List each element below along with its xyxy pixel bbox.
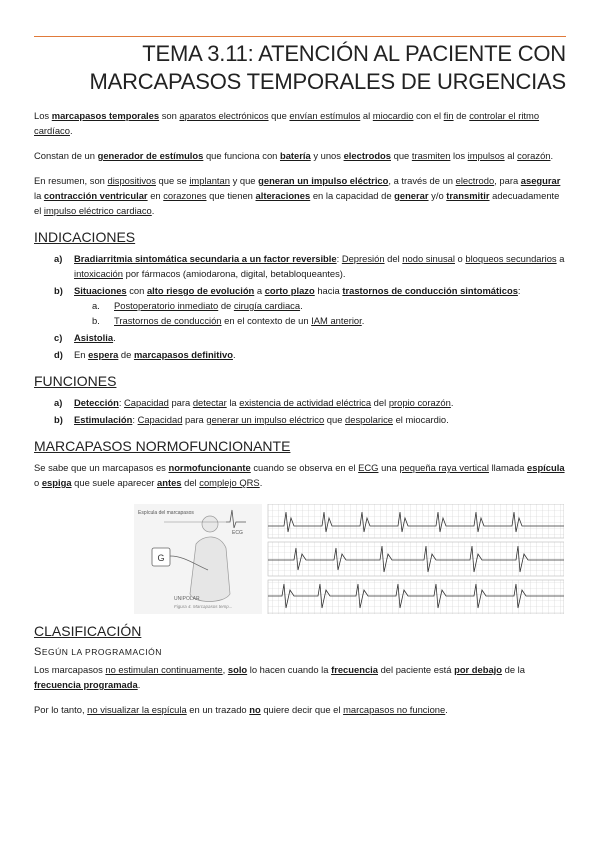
ecg-illustration (134, 504, 564, 614)
pacemaker-ecg-figure (134, 504, 564, 614)
title-line-2: MARCAPASOS TEMPORALES DE URGENCIAS (89, 69, 566, 94)
funciones-heading: FUNCIONES (34, 373, 117, 389)
intro-paragraph-3: En resumen, son dispositivos que se implantan y que generan un impulso eléctrico, a través de un electrodo, para asegurar la contracción ventricular en corazones que tienen alteraciones en la capacidad de generar y/o transmitir adecuadamente el impulso eléctrico cardiaco. (34, 175, 561, 216)
page-title (34, 40, 566, 96)
ecg-strip-1 (268, 504, 564, 538)
title-rule (34, 36, 566, 37)
intro-paragraph-1: Los marcapasos temporales son aparatos electrónicos que envían estímulos al miocardio con el fin de controlar el ritmo cardíaco. (34, 110, 540, 136)
indicaciones-list (34, 251, 566, 362)
list-item: b) Estimulación: Capacidad para generar un impulso eléctrico que despolarice el miocardio. (54, 414, 449, 425)
normofuncionante-heading: MARCAPASOS NORMOFUNCIONANTE (34, 438, 291, 454)
indicaciones-sublist (74, 298, 566, 328)
figure-caption: Figura 4. Marcapasos temp... (174, 604, 233, 609)
ecg-label: ECG (232, 530, 243, 536)
list-item: c) Asistolia. (54, 332, 116, 343)
programacion-subheading: SEGÚN LA PROGRAMACIÓN (34, 646, 162, 658)
clasificacion-paragraph-2: Por lo tanto, no visualizar la espícula en un trazado no quiere decir que el marcapasos no funcione. (34, 704, 448, 715)
clasificacion-paragraph-1: Los marcapasos no estimulan continuamente, solo lo hacen cuando la frecuencia del paciente está por debajo de la frecuencia programada. (34, 664, 525, 690)
normofuncionante-paragraph: Se sabe que un marcapasos es normofuncionante cuando se observa en el ECG una pequeña raya vertical llamada espícula o espiga que suele aparecer antes del complejo QRS. (34, 462, 565, 488)
list-item: a. Postoperatorio inmediato de cirugía cardiaca. (92, 300, 303, 311)
list-item: d) En espera de marcapasos definitivo. (54, 349, 236, 360)
ecg-strip-2 (268, 542, 564, 576)
intro-paragraph-2: Constan de un generador de estímulos que funciona con batería y unos electrodos que trasmiten los impulsos al corazón. (34, 150, 554, 161)
clasificacion-heading: CLASIFICACIÓN (34, 623, 142, 639)
document-body (34, 108, 566, 727)
funciones-list (34, 395, 566, 427)
title-line-1: TEMA 3.11: ATENCIÓN AL PACIENTE CON (142, 41, 566, 66)
generator-label: G (157, 553, 165, 563)
list-item: a) Detección: Capacidad para detectar la existencia de actividad eléctrica del propio corazón. (54, 397, 454, 408)
espicula-label: Espícula del marcapasos (138, 510, 194, 516)
list-item: b. Trastornos de conducción en el contexto de un IAM anterior. (92, 315, 365, 326)
ecg-strip-3 (268, 580, 564, 614)
pacemaker-diagram (134, 504, 262, 614)
list-item: a) Bradiarritmia sintomática secundaria a un factor reversible: Depresión del nodo sinusal o bloqueos secundarios a intoxicación por fármacos (amiodarona, digital, betabloqueantes). (54, 253, 565, 279)
list-item: b) Situaciones con alto riesgo de evolución a corto plazo hacia trastornos de conducción sintomáticos: a. Postoperatorio inmediato de cirugía cardiaca. b. Trastornos de conducción en el contexto de un IAM anterior. (34, 283, 566, 328)
indicaciones-heading: INDICACIONES (34, 229, 136, 245)
unipolar-label: UNIPOLAR (174, 596, 200, 602)
